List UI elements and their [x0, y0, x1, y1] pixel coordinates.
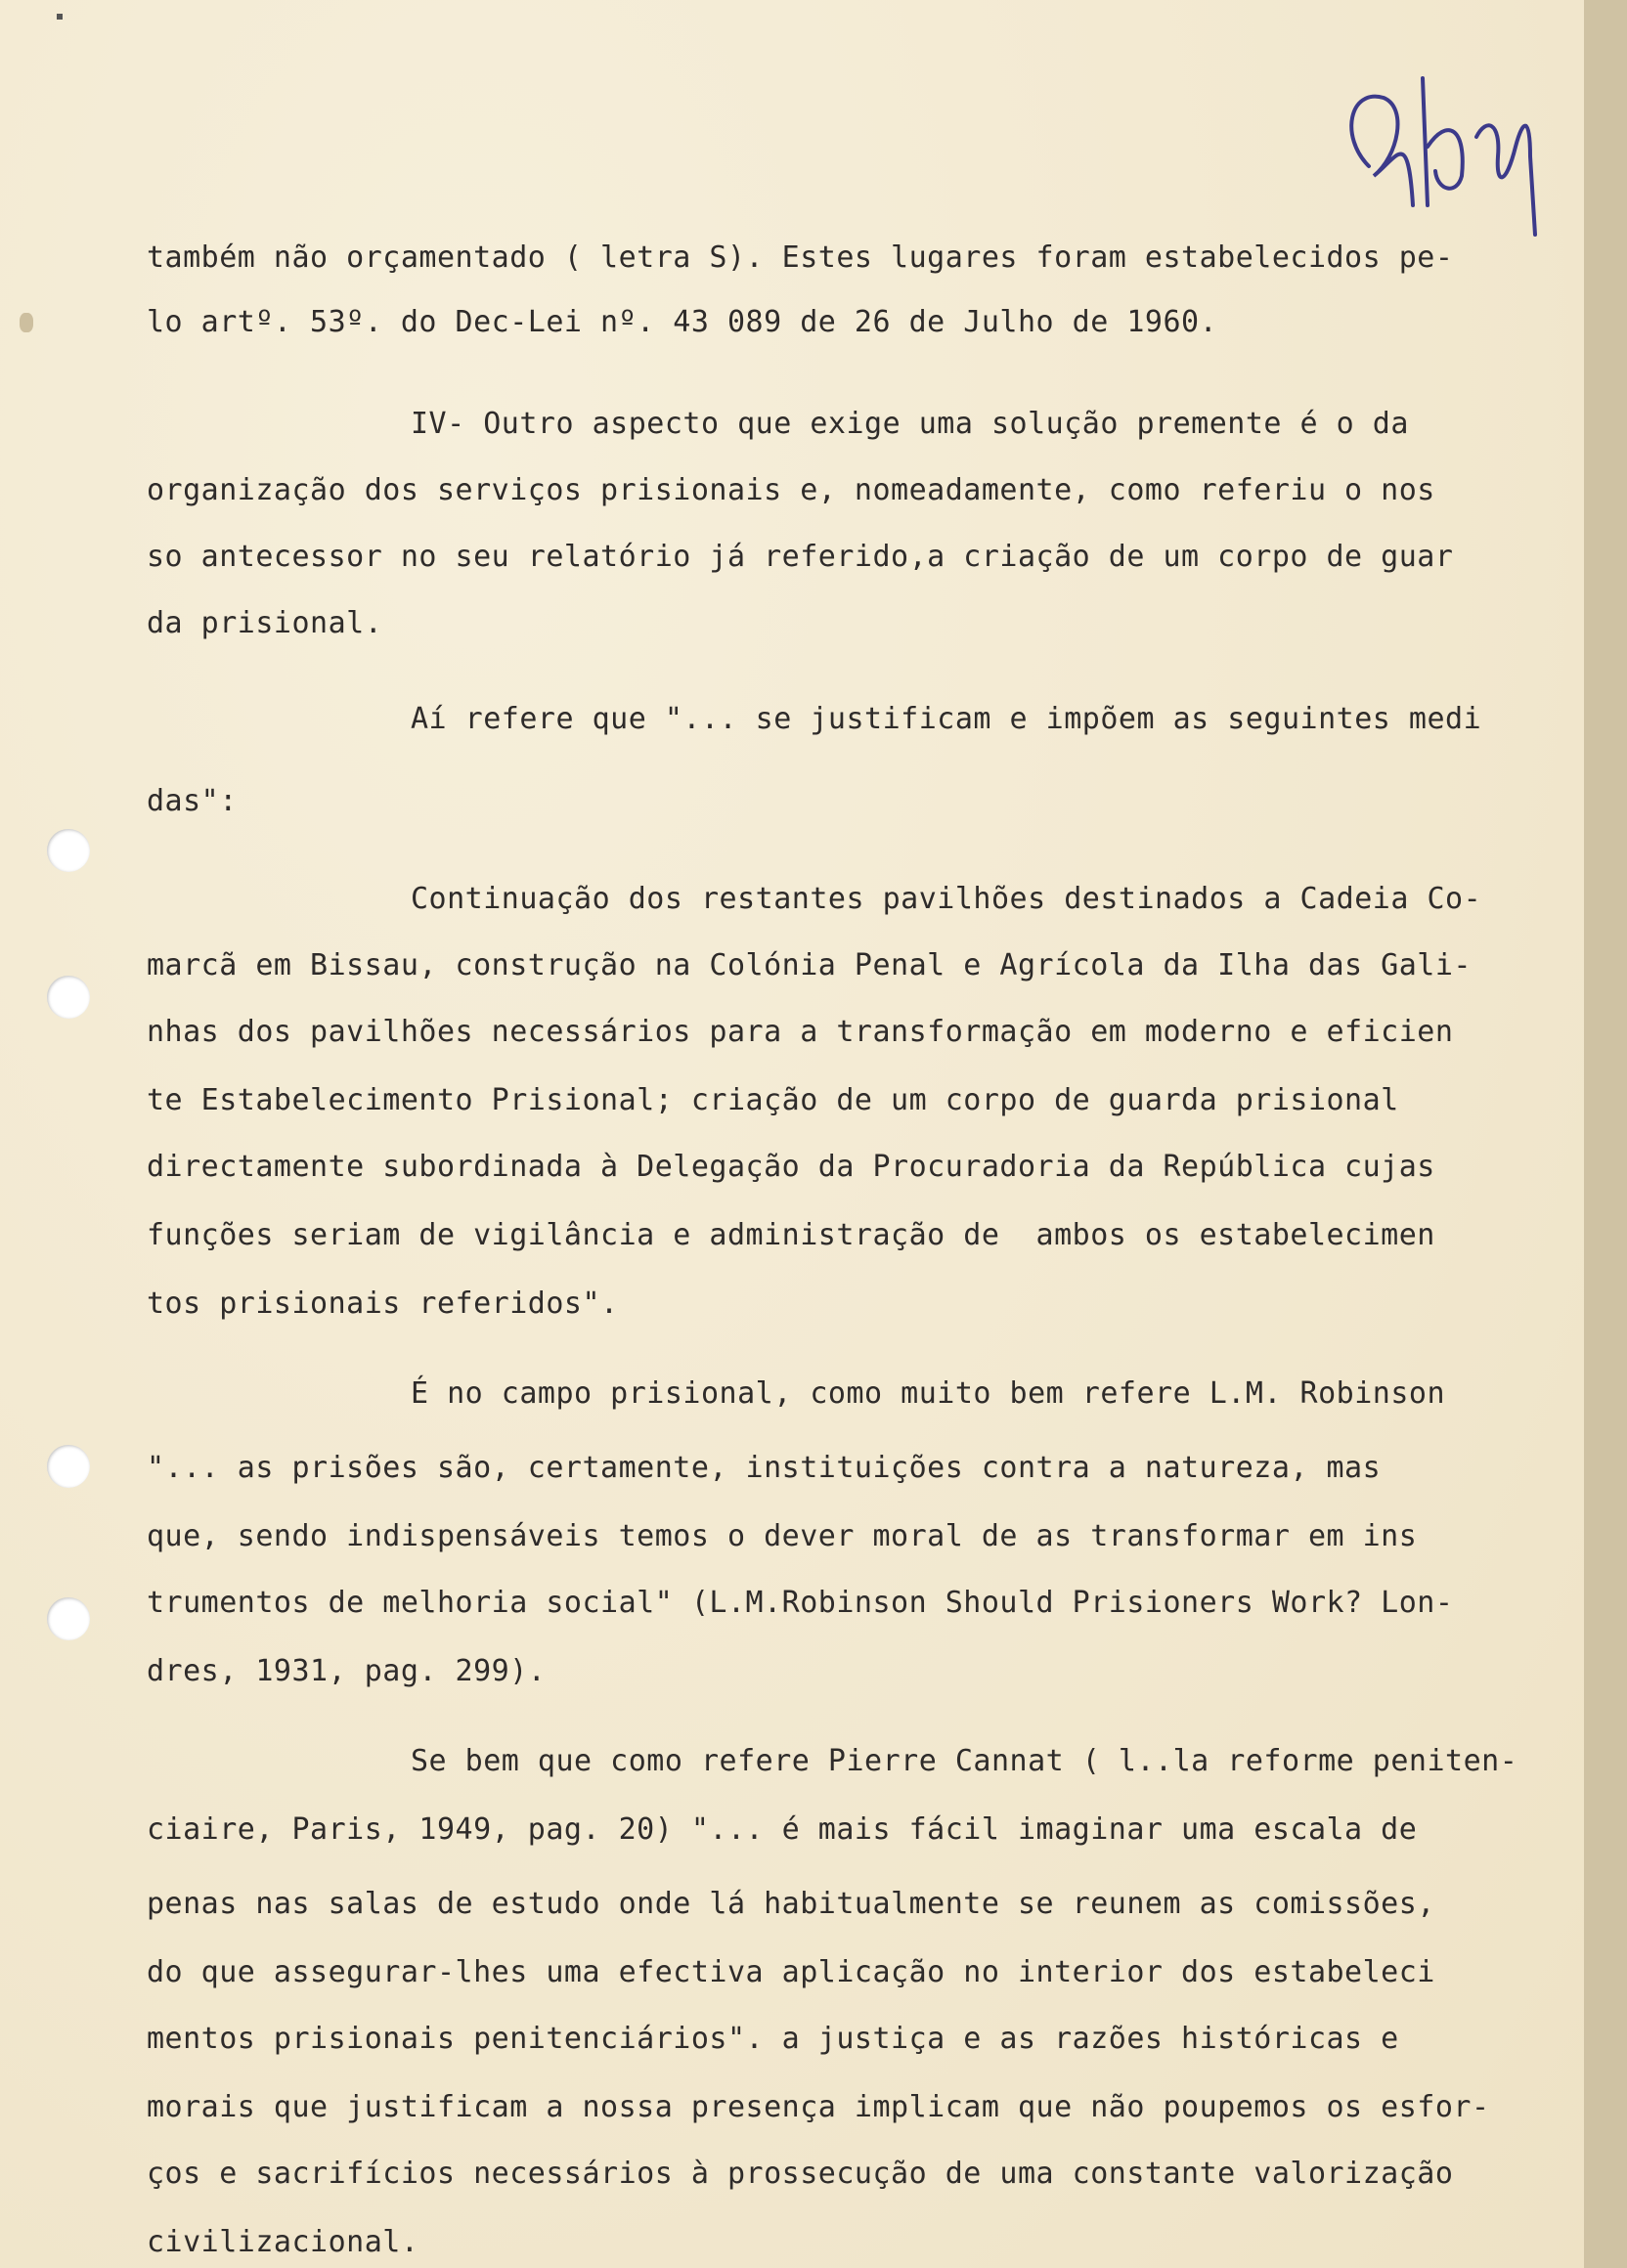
corner-mark: [57, 14, 63, 20]
text-line: IV- Outro aspecto que exige uma solução premente é o da: [411, 407, 1409, 441]
text-line: mentos prisionais penitenciários". a justiça e as razões históricas e: [147, 2022, 1399, 2056]
punch-hole: [47, 829, 90, 872]
text-line: te Estabelecimento Prisional; criação de um corpo de guarda prisional: [147, 1083, 1399, 1117]
page-edge: [1584, 0, 1627, 2268]
text-line: também não orçamentado ( letra S). Estes lugares foram estabelecidos pe-: [147, 240, 1454, 275]
punch-hole: [47, 1445, 90, 1488]
text-line: trumentos de melhoria social" (L.M.Robinson Should Prisioners Work? Lon-: [147, 1586, 1454, 1620]
text-line: penas nas salas de estudo onde lá habitualmente se reunem as comissões,: [147, 1887, 1435, 1921]
text-line: dres, 1931, pag. 299).: [147, 1654, 547, 1688]
paper-stain: [20, 313, 33, 332]
handwritten-signature: [1330, 59, 1555, 244]
text-line: da prisional.: [147, 606, 383, 640]
punch-hole: [47, 976, 90, 1019]
text-line: Se bem que como refere Pierre Cannat ( l..la reforme peniten-: [411, 1744, 1518, 1778]
text-line: tos prisionais referidos".: [147, 1287, 619, 1321]
text-line: "... as prisões são, certamente, instituições contra a natureza, mas: [147, 1451, 1382, 1485]
text-line: Continuação dos restantes pavilhões destinados a Cadeia Co-: [411, 882, 1482, 916]
text-line: funções seriam de vigilância e administração de ambos os estabelecimen: [147, 1218, 1435, 1252]
text-line: marcã em Bissau, construção na Colónia Penal e Agrícola da Ilha das Gali-: [147, 948, 1472, 982]
text-line: nhas dos pavilhões necessários para a transformação em moderno e eficien: [147, 1015, 1454, 1049]
text-line: directamente subordinada à Delegação da Procuradoria da República cujas: [147, 1150, 1435, 1184]
text-line: so antecessor no seu relatório já referido,a criação de um corpo de guar: [147, 540, 1454, 574]
punch-hole: [47, 1597, 90, 1640]
text-line: Aí refere que "... se justificam e impõem as seguintes medi: [411, 702, 1482, 736]
text-line: que, sendo indispensáveis temos o dever moral de as transformar em ins: [147, 1519, 1418, 1553]
text-line: morais que justificam a nossa presença implicam que não poupemos os esfor-: [147, 2090, 1490, 2124]
text-line: civilizacional.: [147, 2225, 419, 2259]
text-line: ços e sacrifícios necessários à prossecução de uma constante valorização: [147, 2157, 1454, 2191]
text-line: das":: [147, 784, 238, 818]
text-line: ciaire, Paris, 1949, pag. 20) "... é mais fácil imaginar uma escala de: [147, 1812, 1418, 1847]
text-line: É no campo prisional, como muito bem refere L.M. Robinson: [411, 1376, 1446, 1411]
text-line: organização dos serviços prisionais e, nomeadamente, como referiu o nos: [147, 473, 1435, 507]
text-line: lo artº. 53º. do Dec-Lei nº. 43 089 de 26 de Julho de 1960.: [147, 305, 1218, 339]
text-line: do que assegurar-lhes uma efectiva aplicação no interior dos estabeleci: [147, 1955, 1435, 1989]
